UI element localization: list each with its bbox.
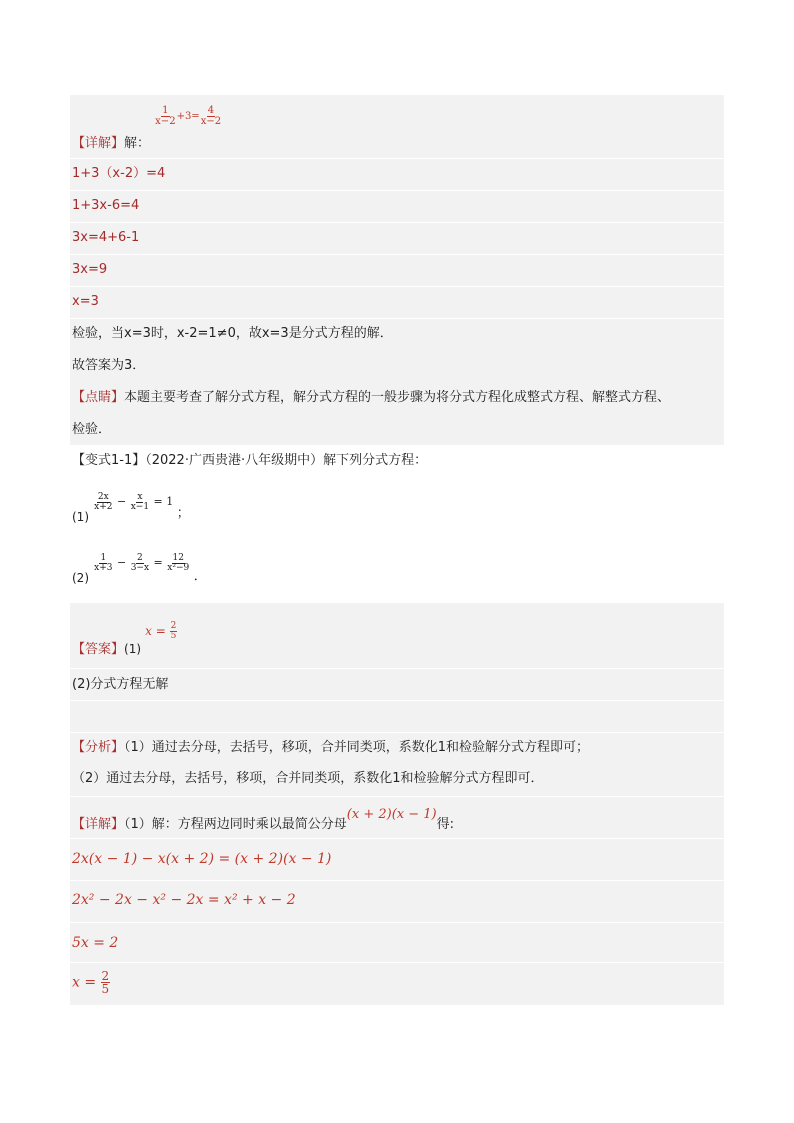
row-divider xyxy=(70,962,724,963)
variant-source: （2022·广西贵港·八年级期中） xyxy=(145,453,324,468)
step-line: x=3 xyxy=(72,294,99,309)
solve-step-2: 2x² − 2x − x² − 2x = x² + x − 2 xyxy=(72,892,296,908)
detail-label: 【详解】 xyxy=(72,136,125,151)
lcd-expression: (x + 2)(x − 1) xyxy=(346,807,437,822)
detail-1-heading xyxy=(72,105,222,151)
solve-step-1: 2x(x − 1) − x(x + 2) = (x + 2)(x − 1) xyxy=(72,851,332,867)
fraction: $\frac{1}{x+3}$ xyxy=(94,552,113,573)
row-divider xyxy=(70,838,724,839)
answer-line: 故答案为3． xyxy=(72,358,146,373)
row-divider xyxy=(70,922,724,923)
variant-heading xyxy=(72,452,427,470)
question-1-equation: $\frac{2x}{x+2}$ − $\frac{x}{x-1}$ = 1 xyxy=(94,491,174,512)
point-label: 【点睛】 xyxy=(72,390,125,405)
step-line: 1+3（x-2）=4 xyxy=(72,166,166,181)
row-divider xyxy=(70,254,724,255)
row-divider xyxy=(70,286,724,287)
answer-heading: 【答案】(1) x = $\frac{2}{5}$ xyxy=(72,621,177,657)
analysis-line-2: （2）通过去分母，去括号，移项，合并同类项，系数化1和检验解分式方程即可． xyxy=(72,771,544,786)
point-line-2: 检验． xyxy=(72,422,112,437)
question-2-equation: $\frac{1}{x+3}$ − $\frac{2}{3-x}$ = $\frac{12}{\text{x²−9}}$ xyxy=(94,552,190,573)
row-divider xyxy=(70,880,724,881)
solve-step-3: 5x = 2 xyxy=(72,935,119,951)
answer-1-value: x = $\frac{2}{5}$ xyxy=(145,621,177,641)
fraction: $\frac{2}{3-x}$ xyxy=(130,552,150,573)
detail-2-heading: 【详解】（1）解：方程两边同时乘以最简公分母(x + 2)(x − 1)得: xyxy=(72,807,454,832)
analysis-label: 【分析】 xyxy=(72,740,125,755)
detail-prefix: 解： xyxy=(124,136,151,151)
fraction: $\frac{1}{x-2}$ xyxy=(155,105,176,127)
fraction: $\frac{2}{5}$ xyxy=(170,621,177,641)
row-divider xyxy=(70,190,724,191)
question-1: (1) $\frac{2x}{x+2}$ − $\frac{x}{x-1}$ = 1 ； xyxy=(72,491,190,524)
step-line: 3x=4+6-1 xyxy=(72,230,140,245)
question-2: (2) $\frac{1}{x+3}$ − $\frac{2}{3-x}$ = $\frac{12}{\text{x²−9}}$ ． xyxy=(72,552,207,585)
row-divider xyxy=(70,318,724,319)
row-divider xyxy=(70,222,724,223)
fraction: $\frac{4}{x-2}$ xyxy=(200,105,222,127)
row-divider xyxy=(70,668,724,669)
variant-prompt: 解下列分式方程： xyxy=(323,453,428,468)
answer-2: (2)分式方程无解 xyxy=(72,677,169,692)
step-line: 3x=9 xyxy=(72,262,108,277)
row-divider xyxy=(70,796,724,797)
row-divider xyxy=(70,700,724,701)
answer-label: 【答案】 xyxy=(72,642,125,657)
variant-label: 【变式1-1】 xyxy=(72,453,146,468)
equation: $\frac{1}{x-2}$ +3= $\frac{4}{x-2}$ xyxy=(155,105,222,127)
fraction: $\frac{2x}{x+2}$ xyxy=(94,491,113,512)
analysis-line-1: 【分析】（1）通过去分母，去括号，移项，合并同类项，系数化1和检验解分式方程即可； xyxy=(72,740,590,755)
point-line-1: 【点睛】本题主要考查了解分式方程，解分式方程的一般步骤为将分式方程化成整式方程、解整式方程、 xyxy=(72,390,671,405)
fraction: $\frac{12}{\text{x²−9}}$ xyxy=(167,552,190,573)
step-line: 1+3x-6=4 xyxy=(72,198,140,213)
fraction: $\frac{2}{5}$ xyxy=(101,969,110,996)
row-divider xyxy=(70,158,724,159)
detail-label: 【详解】 xyxy=(72,817,125,832)
solution-block-2 xyxy=(70,603,724,1005)
check-line: 检验，当x=3时，x-2=1≠0，故x=3是分式方程的解． xyxy=(72,326,393,341)
solve-step-4: x = $\frac{2}{5}$ xyxy=(72,969,110,996)
fraction: $\frac{x}{x-1}$ xyxy=(130,491,150,512)
row-divider xyxy=(70,732,724,733)
